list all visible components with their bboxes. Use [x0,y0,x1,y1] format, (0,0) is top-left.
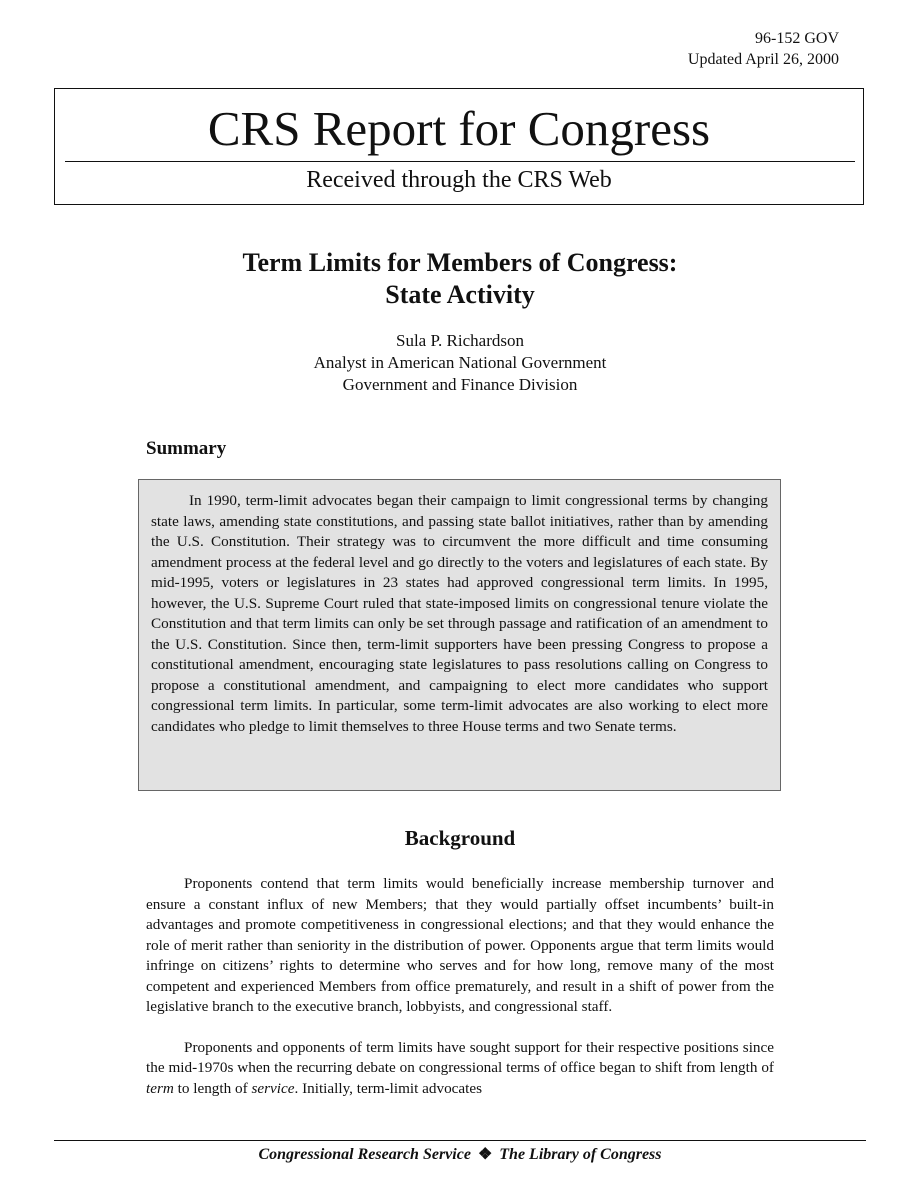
author-name: Sula P. Richardson [396,331,524,350]
para2-emphasis-service: service [251,1079,295,1097]
para2-part-c: . Initially, term-limit advocates [294,1079,483,1097]
footer-divider [54,1140,866,1141]
summary-heading: Summary [146,438,227,459]
diamond-icon: ❖ [477,1146,493,1163]
background-paragraph-1: Proponents contend that term limits would beneficially increase membership turnover and ensure a constant influx of new Members; that they would partially offset incumbents’ built-in advantages and promote competitiveness in congressional elections; and that they would enhance the role of merit rather than seniority in the distribution of power. Opponents argue that term limits would infringe on citizens’ rights to determine who serves and for how long, remove many of the most competent and experienced Members from office prematurely, and result in a shift of power from the legislative branch to the executive branch, lobbyists, and congressional staff. [146,875,774,1015]
report-number: 96-152 GOV [755,30,839,47]
banner-title: CRS Report for Congress [207,101,711,156]
para2-emphasis-term: term [146,1079,174,1097]
background-heading: Background [404,826,516,850]
updated-date: Updated April 26, 2000 [687,51,839,68]
crs-banner [54,88,864,205]
footer-right: The Library of Congress [499,1146,662,1163]
background-paragraph-2 [146,1038,774,1100]
author-title: Analyst in American National Government [313,353,607,372]
para2-part-a: Proponents and opponents of term limits have sought support for their respective positions since the mid-1970s when the recurring debate on congressional terms of office began to shift from length of [146,1038,774,1076]
page-footer [0,1144,920,1164]
document-title [0,247,920,311]
background-body [146,874,774,1119]
title-line-2: State Activity [385,280,535,309]
report-header [688,28,839,70]
footer-left: Congressional Research Service [258,1146,471,1163]
summary-box [138,479,781,791]
banner-divider [65,161,855,162]
banner-subtitle: Received through the CRS Web [306,167,612,193]
summary-text: In 1990, term-limit advocates began their campaign to limit congressional terms by changing state laws, amending state constitutions, and passing state ballot initiatives, rather than by amending the U.S. Constitution. Their strategy was to circumvent the more difficult and time consuming amendment process at the federal level and go directly to the voters and legislatures of each state. By mid-1995, voters or legislatures in 23 states had approved congressional term limits. In 1995, however, the U.S. Supreme Court ruled that state-imposed limits on congressional tenure violate the Constitution and that term limits can only be set through passage and ratification of an amendment to the U.S. Constitution. Since then, term-limit supporters have been pressing Congress to propose a constitutional amendment, encouraging state legislatures to pass resolutions calling on Congress to propose a constitutional amendment, and campaigning to elect more candidates who support congressional term limits. In particular, some term-limit advocates are also working to elect more candidates who pledge to limit themselves to three House terms and two Senate terms. [151,492,768,735]
title-line-1: Term Limits for Members of Congress: [242,248,678,277]
author-block [0,330,920,396]
para2-part-b: to length of [173,1079,252,1097]
author-division: Government and Finance Division [342,375,578,394]
